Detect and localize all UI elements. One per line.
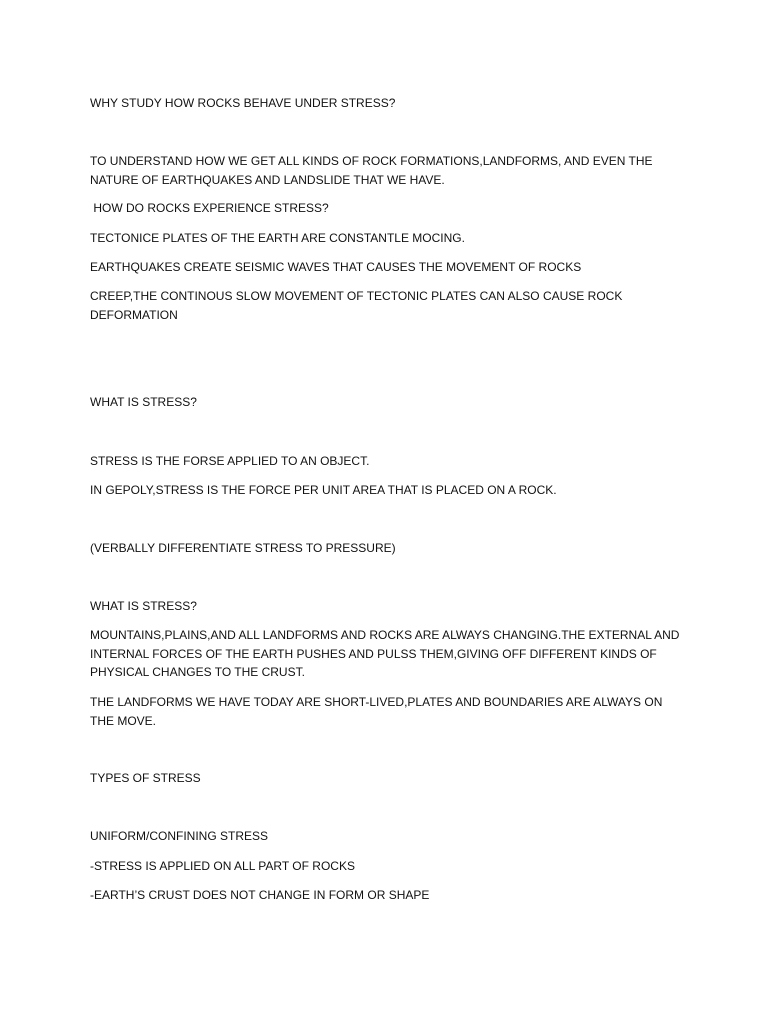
- heading-uniform-confining: UNIFORM/CONFINING STRESS: [90, 829, 269, 843]
- heading-why-study: WHY STUDY HOW ROCKS BEHAVE UNDER STRESS?: [90, 96, 396, 110]
- paragraph-earthquakes: EARTHQUAKES CREATE SEISMIC WAVES THAT CAUSES THE MOVEMENT OF ROCKS: [90, 260, 582, 274]
- paragraph-understand: TO UNDERSTAND HOW WE GET ALL KINDS OF ROCK FORMATIONS,LANDFORMS, AND EVEN THE NATURE OF EARTHQUAKES AND LANDSLIDE THAT WE HAVE.: [90, 154, 653, 187]
- paragraph-mountains-plains: MOUNTAINS,PLAINS,AND ALL LANDFORMS AND ROCKS ARE ALWAYS CHANGING.THE EXTERNAL AND INTERNAL FORCES OF THE EARTH PUSHES AND PULSS THEM,GIVING OFF DIFFERENT KINDS OF PHYSICAL CHANGES TO THE CRUST.: [90, 628, 680, 679]
- list-item-crust-no-change: -EARTH’S CRUST DOES NOT CHANGE IN FORM OR SHAPE: [90, 888, 430, 902]
- paragraph-geology-stress: IN GEPOLY,STRESS IS THE FORCE PER UNIT AREA THAT IS PLACED ON A ROCK.: [90, 483, 557, 497]
- paragraph-creep: CREEP,THE CONTINOUS SLOW MOVEMENT OF TECTONIC PLATES CAN ALSO CAUSE ROCK DEFORMATION: [90, 289, 623, 322]
- heading-what-is-stress-2: WHAT IS STRESS?: [90, 599, 197, 613]
- heading-how-experience: HOW DO ROCKS EXPERIENCE STRESS?: [90, 201, 329, 215]
- paragraph-landforms-short-lived: THE LANDFORMS WE HAVE TODAY ARE SHORT-LIVED,PLATES AND BOUNDARIES ARE ALWAYS ON THE MOVE.: [90, 695, 663, 728]
- heading-what-is-stress-1: WHAT IS STRESS?: [90, 395, 197, 409]
- list-item-applied-all-parts: -STRESS IS APPLIED ON ALL PART OF ROCKS: [90, 859, 355, 873]
- paragraph-tectonic-plates: TECTONICE PLATES OF THE EARTH ARE CONSTANTLE MOCING.: [90, 231, 465, 245]
- heading-types-of-stress: TYPES OF STRESS: [90, 771, 201, 785]
- paragraph-stress-definition: STRESS IS THE FORSE APPLIED TO AN OBJECT.: [90, 454, 370, 468]
- paragraph-verbally-differentiate: (VERBALLY DIFFERENTIATE STRESS TO PRESSURE): [90, 541, 396, 555]
